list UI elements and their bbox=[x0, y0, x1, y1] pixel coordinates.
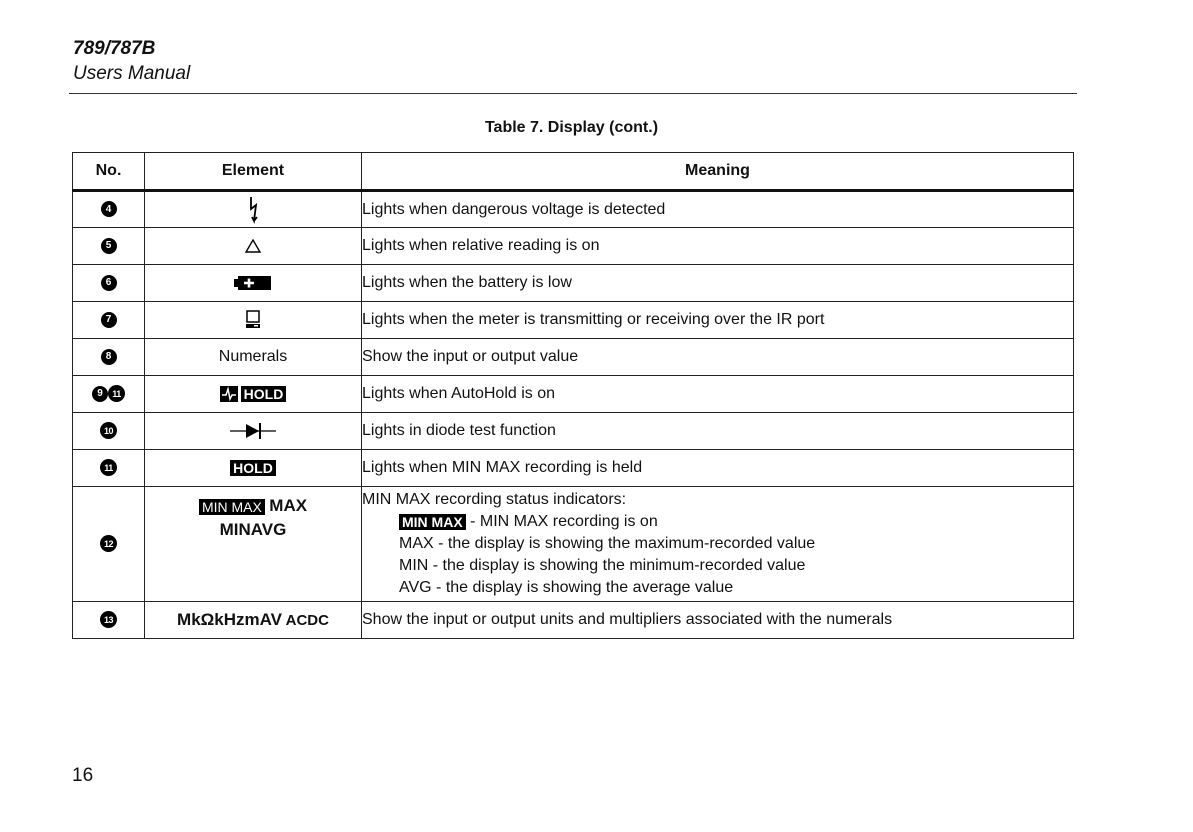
computer-icon bbox=[245, 310, 261, 330]
meaning-text: Lights when MIN MAX recording is held bbox=[362, 450, 1074, 487]
callout-number: 5 bbox=[101, 238, 117, 254]
min-max-badge: MIN MAX bbox=[199, 499, 265, 515]
element-text: Numerals bbox=[145, 339, 362, 376]
callout-number: 7 bbox=[101, 312, 117, 328]
autohold-icon bbox=[220, 386, 238, 402]
meaning-text: Lights when AutoHold is on bbox=[362, 376, 1074, 413]
detail-line: AVG - the display is showing the average value bbox=[399, 579, 734, 596]
page-number: 16 bbox=[72, 765, 94, 786]
manual-model: 789/787B bbox=[73, 38, 156, 59]
minavg-label: MINAVG bbox=[219, 520, 287, 539]
max-label: MAX bbox=[269, 496, 308, 515]
table-header-row bbox=[73, 153, 1074, 191]
min-max-badge: MIN MAX bbox=[399, 514, 466, 530]
detail-line: MIN - the display is showing the minimum-recorded value bbox=[399, 557, 806, 574]
diode-icon bbox=[229, 421, 277, 441]
table-row bbox=[73, 302, 1074, 339]
units-label: MkΩkHzmAV bbox=[177, 610, 282, 629]
callout-number: 4 bbox=[101, 201, 117, 217]
hold-badge: HOLD bbox=[241, 386, 287, 402]
table-row bbox=[73, 191, 1074, 228]
delta-triangle-icon bbox=[245, 239, 261, 253]
meaning-text: Lights when the battery is low bbox=[362, 265, 1074, 302]
table-row bbox=[73, 413, 1074, 450]
battery-icon bbox=[234, 275, 272, 291]
detail-text: - MIN MAX recording is on bbox=[465, 513, 658, 530]
header-no: No. bbox=[73, 153, 145, 191]
hold-badge: HOLD bbox=[230, 460, 276, 476]
header-divider bbox=[69, 93, 1077, 94]
meaning-text: Show the input or output value bbox=[362, 339, 1074, 376]
callout-number: 11 bbox=[108, 385, 125, 402]
callout-number: 11 bbox=[100, 459, 117, 476]
callout-number: 10 bbox=[100, 422, 117, 439]
table-row bbox=[73, 487, 1074, 602]
display-table bbox=[72, 152, 1074, 639]
table-row bbox=[73, 376, 1074, 413]
table-row bbox=[73, 339, 1074, 376]
meaning-text: MIN MAX recording status indicators: bbox=[362, 491, 627, 508]
header-element: Element bbox=[145, 153, 362, 191]
detail-line bbox=[362, 511, 1073, 533]
detail-line: MAX - the display is showing the maximum-recorded value bbox=[399, 535, 816, 552]
meaning-text: Lights in diode test function bbox=[362, 413, 1074, 450]
callout-number: 8 bbox=[101, 349, 117, 365]
callout-number: 9 bbox=[92, 386, 108, 402]
header-meaning: Meaning bbox=[362, 153, 1074, 191]
table-row bbox=[73, 228, 1074, 265]
acdc-label: ACDC bbox=[282, 612, 329, 629]
table-row bbox=[73, 265, 1074, 302]
table-row bbox=[73, 602, 1074, 639]
callout-number: 13 bbox=[100, 611, 117, 628]
meaning-text: Lights when dangerous voltage is detected bbox=[362, 191, 1074, 228]
table-caption: Table 7. Display (cont.) bbox=[484, 119, 659, 136]
manual-title: Users Manual bbox=[73, 63, 191, 84]
callout-number: 12 bbox=[100, 535, 117, 552]
callout-number: 6 bbox=[101, 275, 117, 291]
table-row bbox=[73, 450, 1074, 487]
lightning-bolt-icon bbox=[246, 195, 260, 225]
meaning-text: Lights when the meter is transmitting or receiving over the IR port bbox=[362, 302, 1074, 339]
meaning-text: Lights when relative reading is on bbox=[362, 228, 1074, 265]
meaning-text: Show the input or output units and multipliers associated with the numerals bbox=[362, 602, 1074, 639]
